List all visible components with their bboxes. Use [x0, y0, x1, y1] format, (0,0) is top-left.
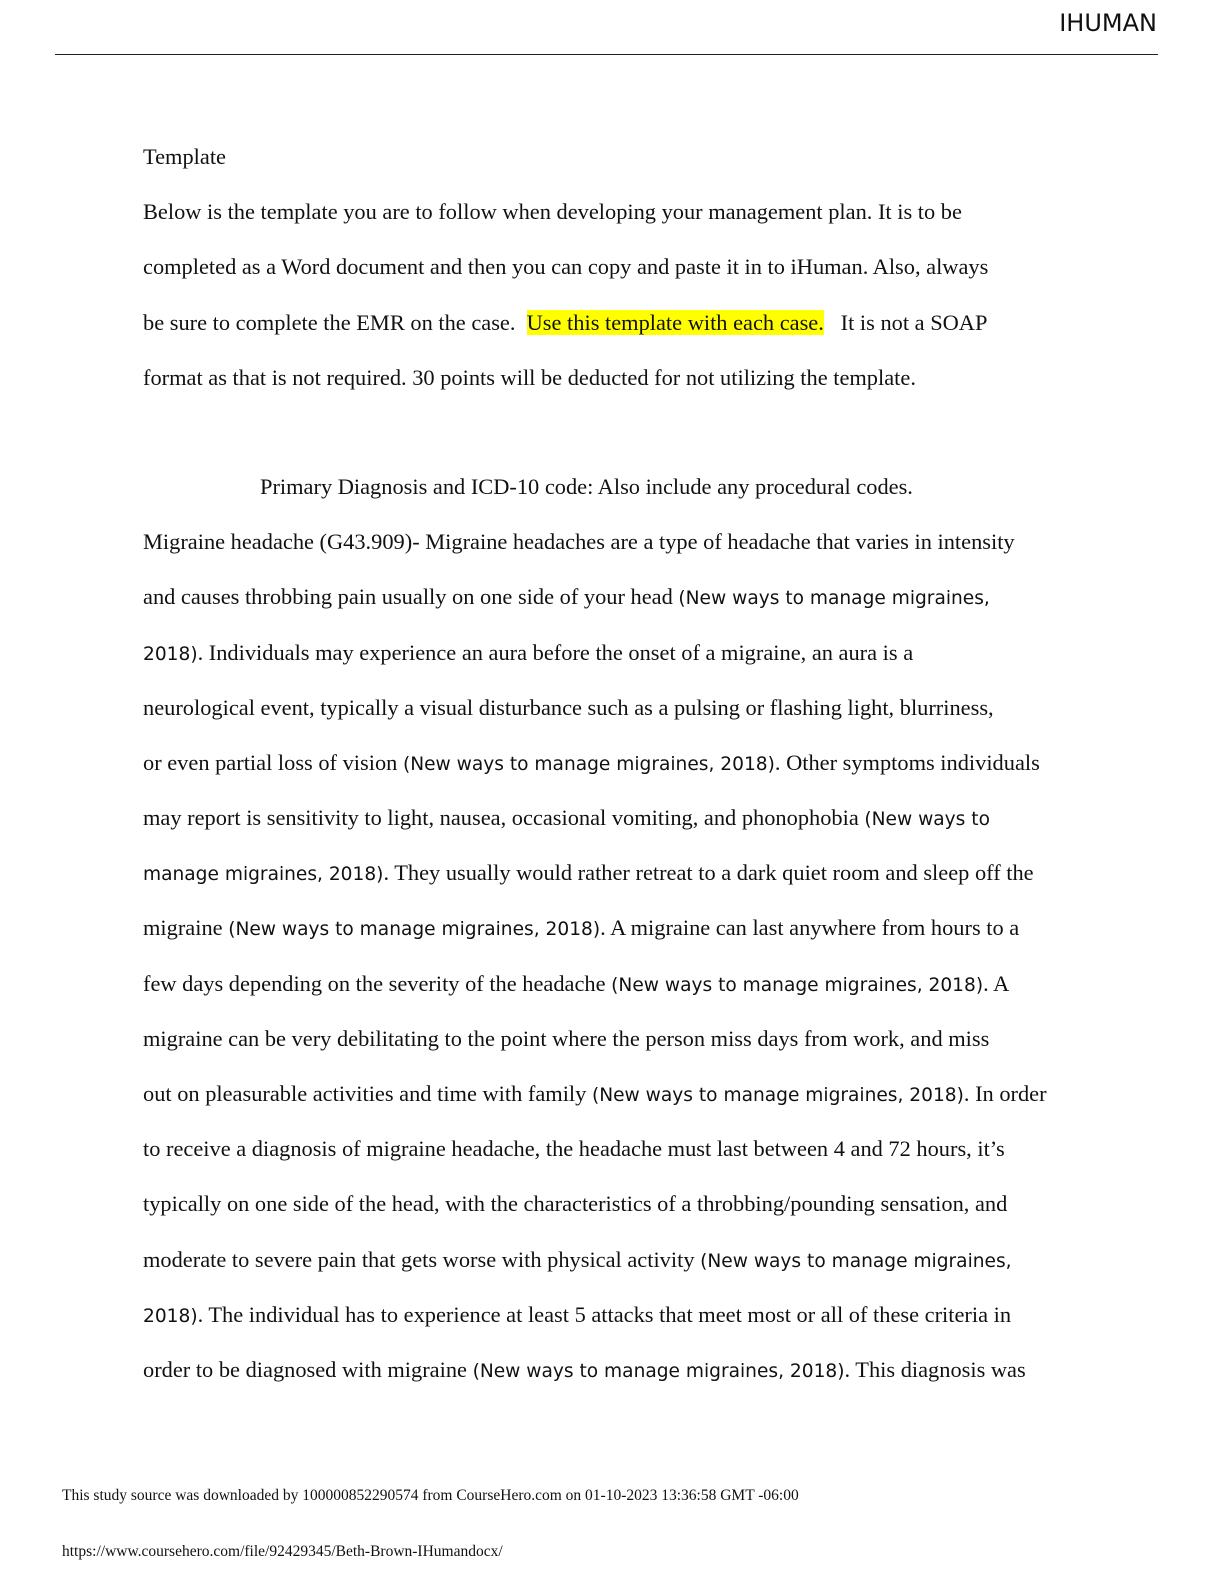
- text-run: order to be diagnosed with migraine: [143, 1356, 473, 1382]
- header-title: IHUMAN: [1059, 9, 1157, 37]
- citation: (New ways to: [864, 809, 990, 831]
- text-run: migraine can be very debilitating to the point where the person miss days from work, and miss: [143, 1025, 990, 1051]
- intro-line: [143, 350, 1083, 405]
- body-line: [143, 735, 1083, 790]
- text-run: . A migraine can last anywhere from hours to a: [600, 915, 1020, 941]
- text-run: to receive a diagnosis of migraine headache, the headache must last between 4 and 72 hours, it’s: [143, 1136, 1005, 1162]
- citation: (New ways to manage migraines, 2018): [402, 753, 775, 775]
- body-line: [143, 900, 1083, 955]
- citation: (New ways to manage migraines,: [678, 588, 990, 610]
- text-run: migraine: [143, 915, 229, 941]
- template-heading: Template: [143, 144, 226, 169]
- text-run: . Individuals may experience an aura before the onset of a migraine, an aura is a: [197, 639, 914, 665]
- text-run: It is not a SOAP: [823, 309, 988, 335]
- download-source-notice: This study source was downloaded by 100000852290574 from CourseHero.com on 01-10-2023 13:36:58 GMT -06:00: [62, 1487, 799, 1504]
- text-run: Below is the template you are to follow when developing your management plan. It is to be: [143, 199, 962, 225]
- text-run: few days depending on the severity of the headache: [143, 970, 612, 996]
- body-line: [143, 956, 1083, 1011]
- text-run: and causes throbbing pain usually on one side of your head: [143, 584, 679, 610]
- body-line: [143, 790, 1083, 845]
- citation: (New ways to manage migraines, 2018): [611, 974, 984, 996]
- text-run: may report is sensitivity to light, nausea, occasional vomiting, and phonophobia: [143, 805, 865, 831]
- text-run: moderate to severe pain that gets worse with physical activity: [143, 1246, 701, 1272]
- section-heading: Primary Diagnosis and ICD-10 code: Also include any procedural codes.: [260, 473, 913, 499]
- citation: (New ways to manage migraines, 2018): [472, 1360, 845, 1382]
- text-run: . Other symptoms individuals: [774, 749, 1040, 775]
- text-run: typically on one side of the head, with the characteristics of a throbbing/pounding sensation, and: [143, 1191, 1008, 1217]
- text-run: . They usually would rather retreat to a dark quiet room and sleep off the: [383, 860, 1034, 886]
- citation: (New ways to manage migraines, 2018): [591, 1085, 964, 1106]
- text-run: neurological event, typically a visual disturbance such as a pulsing or flashing light, blurriness,: [143, 694, 994, 720]
- text-run: out on pleasurable activities and time with family: [143, 1081, 592, 1106]
- body-line: [143, 514, 1083, 569]
- body-line: [143, 1176, 1083, 1231]
- body-line: [143, 569, 1083, 624]
- intro-line: [143, 295, 1083, 350]
- document-body: [143, 129, 1083, 1397]
- text-run: completed as a Word document and then you can copy and paste it in to iHuman. Also, always: [143, 254, 989, 280]
- body-line: [143, 1121, 1083, 1176]
- intro-line: [143, 184, 1083, 239]
- body-line: [143, 625, 1083, 680]
- text-run: or even partial loss of vision: [143, 749, 403, 775]
- text-run: format as that is not required. 30 points will be deducted for not utilizing the template.: [143, 364, 916, 390]
- citation: 2018): [143, 1305, 198, 1327]
- body-line: [143, 1342, 1083, 1397]
- intro-line: [143, 239, 1083, 294]
- citation: 2018): [143, 643, 198, 665]
- highlighted-instruction: Use this template with each case.: [526, 309, 824, 335]
- text-run: be sure to complete the EMR on the case.: [143, 309, 527, 335]
- citation: manage migraines, 2018): [143, 864, 384, 886]
- body-line: [143, 845, 1083, 900]
- text-run: . This diagnosis was: [844, 1356, 1026, 1382]
- source-url[interactable]: https://www.coursehero.com/file/92429345/Beth-Brown-IHumandocx/: [62, 1543, 503, 1560]
- body-line: [143, 1287, 1083, 1342]
- text-run: Migraine headache (G43.909)- Migraine headaches are a type of headache that varies in intensity: [143, 529, 1015, 555]
- text-run: . The individual has to experience at least 5 attacks that meet most or all of these criteria in: [197, 1301, 1012, 1327]
- citation: (New ways to manage migraines, 2018): [228, 919, 601, 941]
- text-run: . In order: [963, 1081, 1047, 1106]
- text-run: . A: [983, 970, 1010, 996]
- paragraph-gap: [143, 405, 1083, 459]
- body-line: [143, 1011, 1083, 1066]
- body-line: [143, 1232, 1083, 1287]
- header-rule: [55, 54, 1158, 55]
- body-line: [143, 1066, 1083, 1121]
- citation: (New ways to manage migraines,: [700, 1250, 1012, 1272]
- body-line: [143, 680, 1083, 735]
